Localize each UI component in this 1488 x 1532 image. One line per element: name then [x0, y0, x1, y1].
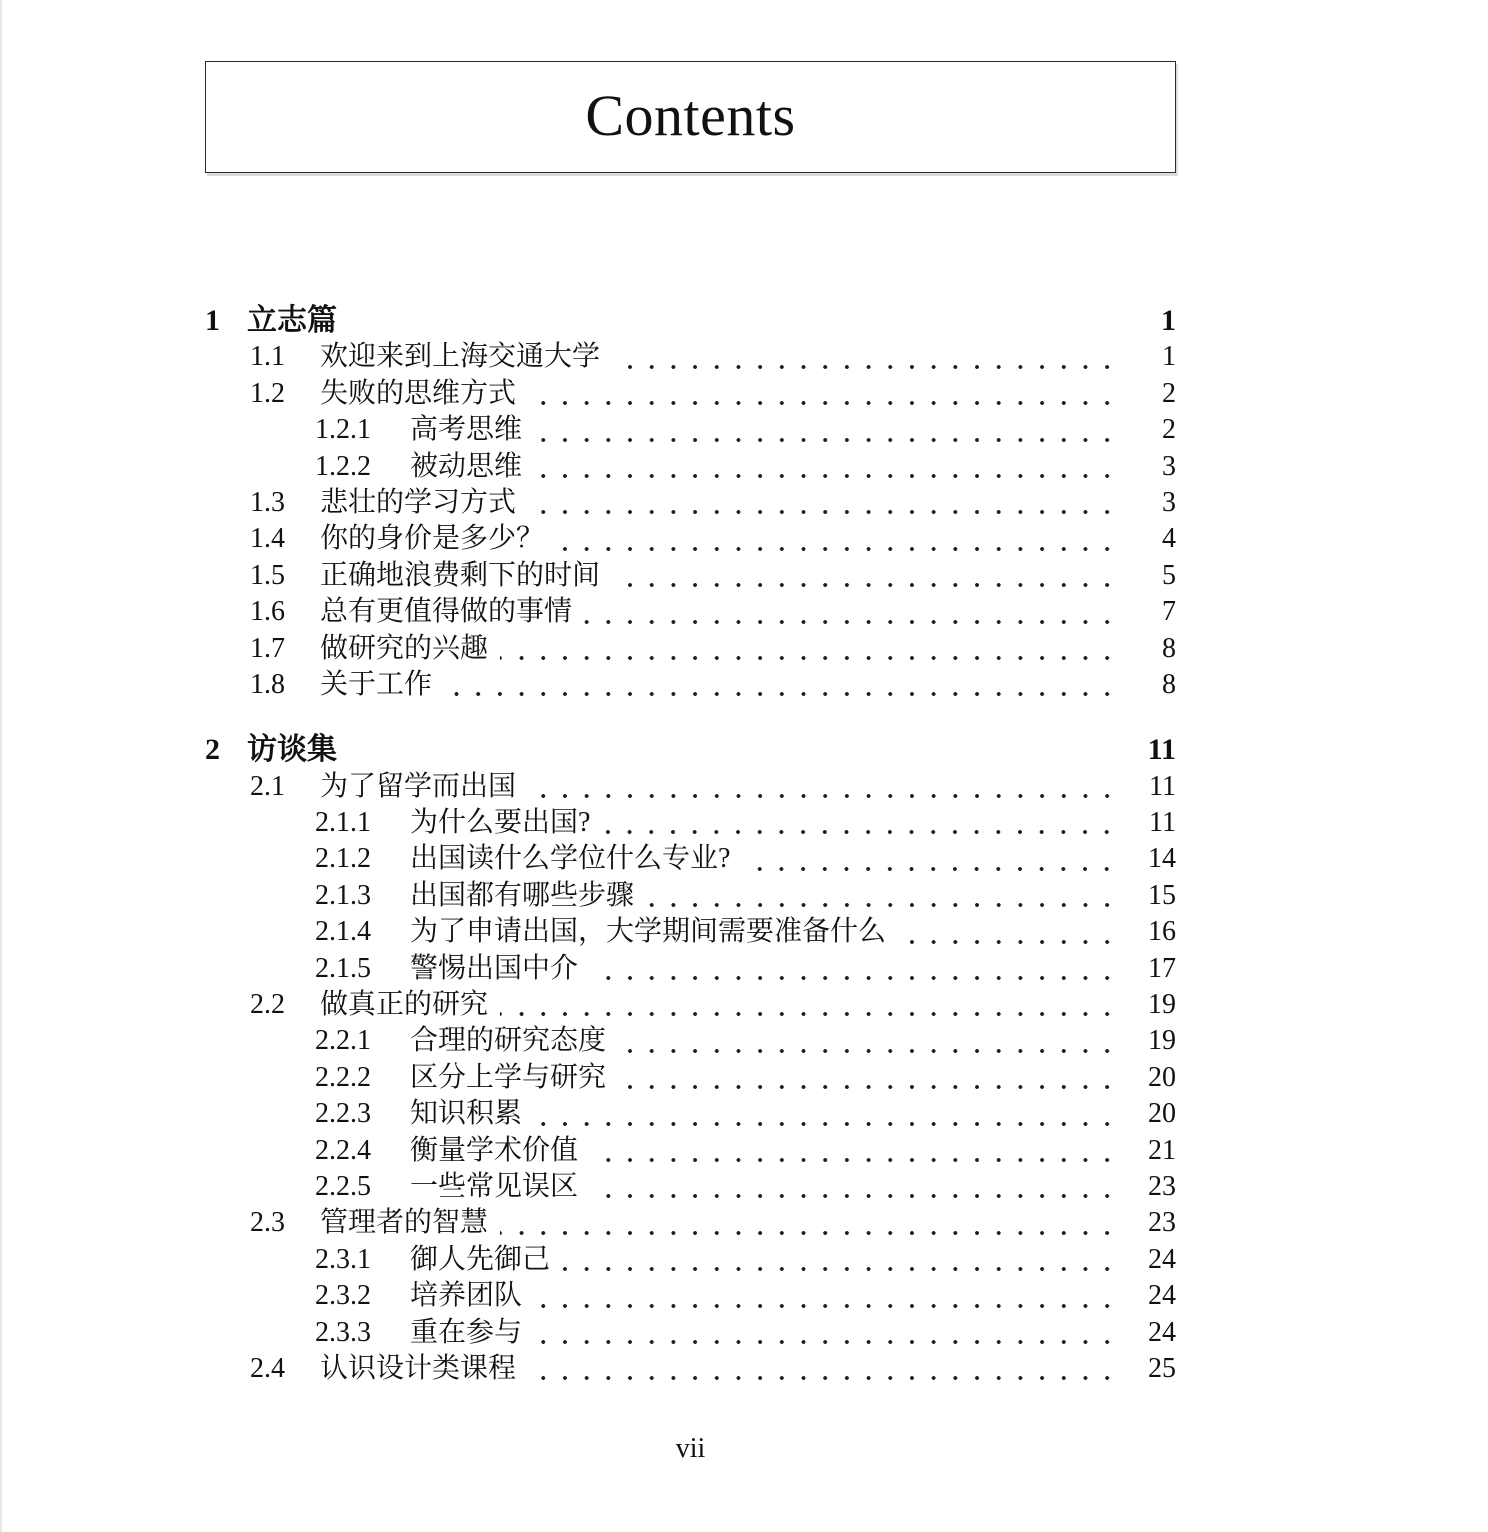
- page-footer-number: vii: [675, 1433, 706, 1465]
- toc-section-row: [205, 667, 1176, 703]
- dot-leader: [602, 829, 1118, 841]
- dot-leader: [590, 1193, 1118, 1205]
- entry-title: 衡量学术价值: [410, 1134, 579, 1166]
- dot-leader: [534, 437, 1118, 449]
- entry-title: 培养团队: [410, 1280, 523, 1312]
- entry-number: 2.2: [250, 989, 285, 1021]
- dot-leader: [534, 1121, 1118, 1133]
- page-footer: [205, 1433, 1176, 1465]
- toc-subsection-row: [205, 1096, 1176, 1132]
- dot-leader: [562, 1266, 1118, 1278]
- toc-section-row: [205, 376, 1176, 412]
- entry-title: 访谈集: [247, 733, 337, 767]
- dot-leader: [528, 793, 1118, 805]
- toc-chapter-row: [205, 732, 1176, 768]
- entry-number: 2.1.3: [315, 879, 371, 911]
- toc-subsection-row: [205, 914, 1176, 950]
- entry-number: 2.2.5: [315, 1170, 371, 1202]
- entry-page-number: 3: [1162, 486, 1176, 518]
- toc-section-row: [205, 1205, 1176, 1241]
- entry-page-number: 1: [1162, 341, 1176, 373]
- entry-title: 关于工作: [320, 668, 433, 700]
- toc-subsection-row: [205, 1169, 1176, 1205]
- entry-page-number: 11: [1149, 770, 1176, 802]
- entry-page-number: 21: [1148, 1134, 1176, 1166]
- toc-subsection-row: [205, 1278, 1176, 1314]
- entry-number: 2.1.2: [315, 843, 371, 875]
- entry-page-number: 11: [1147, 733, 1176, 767]
- contents-title-box: [205, 61, 1176, 173]
- entry-page-number: 3: [1162, 450, 1176, 482]
- dot-leader: [528, 509, 1118, 521]
- entry-page-number: 8: [1162, 668, 1176, 700]
- toc-section-row: [205, 631, 1176, 667]
- entry-page-number: 19: [1148, 1025, 1176, 1057]
- dot-leader: [618, 1048, 1118, 1060]
- entry-title: 重在参与: [410, 1316, 523, 1348]
- dot-leader: [556, 546, 1118, 558]
- entry-title: 出国都有哪些步骤: [410, 879, 635, 911]
- entry-title: 正确地浪费剩下的时间: [320, 559, 601, 591]
- contents-page: [205, 0, 1176, 1465]
- toc-subsection-row: [205, 805, 1176, 841]
- entry-page-number: 25: [1148, 1352, 1176, 1384]
- entry-page-number: 20: [1148, 1061, 1176, 1093]
- toc-section-row: [205, 521, 1176, 557]
- entry-title: 为了留学而出国: [320, 770, 517, 802]
- entry-page-number: 16: [1148, 916, 1176, 948]
- entry-title: 高考思维: [410, 414, 523, 446]
- entry-number: 2.3.1: [315, 1243, 371, 1275]
- dot-leader: [528, 400, 1118, 412]
- entry-page-number: 2: [1162, 377, 1176, 409]
- entry-title: 被动思维: [410, 450, 523, 482]
- dot-leader: [500, 1011, 1118, 1023]
- entry-number: 2.2.1: [315, 1025, 371, 1057]
- entry-number: 2.1.5: [315, 952, 371, 984]
- entry-page-number: 24: [1148, 1316, 1176, 1348]
- dot-leader: [742, 866, 1118, 878]
- dot-leader: [584, 619, 1118, 631]
- dot-leader: [612, 364, 1118, 376]
- entry-title: 一些常见误区: [410, 1170, 579, 1202]
- page-left-edge: [0, 0, 2, 1532]
- toc-section-row: [205, 339, 1176, 375]
- entry-number: 1.8: [250, 668, 285, 700]
- dot-leader: [590, 975, 1118, 987]
- table-of-contents: [205, 303, 1176, 1387]
- entry-number: 1.2.1: [315, 414, 371, 446]
- entry-title: 御人先御己: [410, 1243, 551, 1275]
- entry-page-number: 17: [1148, 952, 1176, 984]
- dot-leader: [646, 902, 1118, 914]
- entry-title: 知识积累: [410, 1098, 523, 1130]
- dot-leader: [534, 473, 1118, 485]
- entry-number: 1.4: [250, 523, 285, 555]
- toc-section-row: [205, 594, 1176, 630]
- entry-number: 2.1.1: [315, 807, 371, 839]
- dot-leader: [898, 939, 1118, 951]
- entry-number: 1.3: [250, 486, 285, 518]
- toc-subsection-row: [205, 951, 1176, 987]
- entry-number: 2.1: [250, 770, 285, 802]
- entry-page-number: 23: [1148, 1170, 1176, 1202]
- entry-title: 做真正的研究: [320, 989, 489, 1021]
- entry-title: 做研究的兴趣: [320, 632, 489, 664]
- entry-title: 认识设计类课程: [320, 1352, 517, 1384]
- entry-title: 失败的思维方式: [320, 377, 517, 409]
- toc-subsection-row: [205, 449, 1176, 485]
- entry-number: 1.7: [250, 632, 285, 664]
- toc-subsection-row: [205, 1242, 1176, 1278]
- entry-page-number: 20: [1148, 1098, 1176, 1130]
- toc-subsection-row: [205, 841, 1176, 877]
- entry-page-number: 14: [1148, 843, 1176, 875]
- toc-subsection-row: [205, 1133, 1176, 1169]
- entry-number: 2.3: [250, 1207, 285, 1239]
- entry-number: 2.3.3: [315, 1316, 371, 1348]
- entry-title: 立志篇: [247, 304, 337, 337]
- entry-number: 2.2.2: [315, 1061, 371, 1093]
- dot-leader: [618, 1084, 1118, 1096]
- toc-subsection-row: [205, 1060, 1176, 1096]
- entry-page-number: 23: [1148, 1207, 1176, 1239]
- entry-title: 管理者的智慧: [320, 1207, 489, 1239]
- entry-number: 2.1.4: [315, 916, 371, 948]
- entry-number: 2.4: [250, 1352, 285, 1384]
- entry-page-number: 2: [1162, 414, 1176, 446]
- entry-page-number: 5: [1162, 559, 1176, 591]
- entry-page-number: 19: [1148, 989, 1176, 1021]
- entry-page-number: 1: [1161, 304, 1176, 337]
- toc-subsection-row: [205, 878, 1176, 914]
- toc-subsection-row: [205, 1023, 1176, 1059]
- dot-leader: [500, 1230, 1118, 1242]
- dot-leader: [612, 582, 1118, 594]
- entry-title: 为什么要出国?: [410, 807, 591, 839]
- entry-title: 警惕出国中介: [410, 952, 579, 984]
- entry-title: 你的身价是多少？: [320, 523, 545, 555]
- entry-title: 欢迎来到上海交通大学: [320, 341, 601, 373]
- entry-title: 总有更值得做的事情: [320, 596, 573, 628]
- entry-title: 为了申请出国，大学期间需要准备什么: [410, 916, 887, 948]
- dot-leader: [500, 655, 1118, 667]
- toc-subsection-row: [205, 1315, 1176, 1351]
- entry-title: 出国读什么学位什么专业?: [410, 843, 731, 875]
- entry-number: 2.3.2: [315, 1280, 371, 1312]
- entry-number: 1.6: [250, 596, 285, 628]
- toc-section-row: [205, 485, 1176, 521]
- entry-number: 2: [205, 733, 220, 767]
- entry-number: 1.2: [250, 377, 285, 409]
- dot-leader: [534, 1303, 1118, 1315]
- contents-title: Contents: [585, 82, 796, 148]
- dot-leader: [528, 1375, 1118, 1387]
- entry-title: 合理的研究态度: [410, 1025, 607, 1057]
- entry-number: 2.2.4: [315, 1134, 371, 1166]
- entry-page-number: 11: [1149, 807, 1176, 839]
- entry-number: 1.5: [250, 559, 285, 591]
- entry-number: 1.2.2: [315, 450, 371, 482]
- entry-number: 2.2.3: [315, 1098, 371, 1130]
- entry-number: 1: [205, 304, 220, 337]
- entry-title: 区分上学与研究: [410, 1061, 607, 1093]
- dot-leader: [444, 691, 1118, 703]
- entry-page-number: 15: [1148, 879, 1176, 911]
- toc-section-row: [205, 769, 1176, 805]
- entry-title: 悲壮的学习方式: [320, 486, 517, 518]
- entry-page-number: 4: [1162, 523, 1176, 555]
- entry-page-number: 7: [1162, 596, 1176, 628]
- entry-number: 1.1: [250, 341, 285, 373]
- dot-leader: [534, 1339, 1118, 1351]
- entry-page-number: 24: [1148, 1243, 1176, 1275]
- toc-subsection-row: [205, 412, 1176, 448]
- dot-leader: [590, 1157, 1118, 1169]
- toc-section-row: [205, 987, 1176, 1023]
- entry-page-number: 24: [1148, 1280, 1176, 1312]
- entry-page-number: 8: [1162, 632, 1176, 664]
- toc-chapter-row: [205, 303, 1176, 339]
- toc-section-row: [205, 558, 1176, 594]
- toc-section-row: [205, 1351, 1176, 1387]
